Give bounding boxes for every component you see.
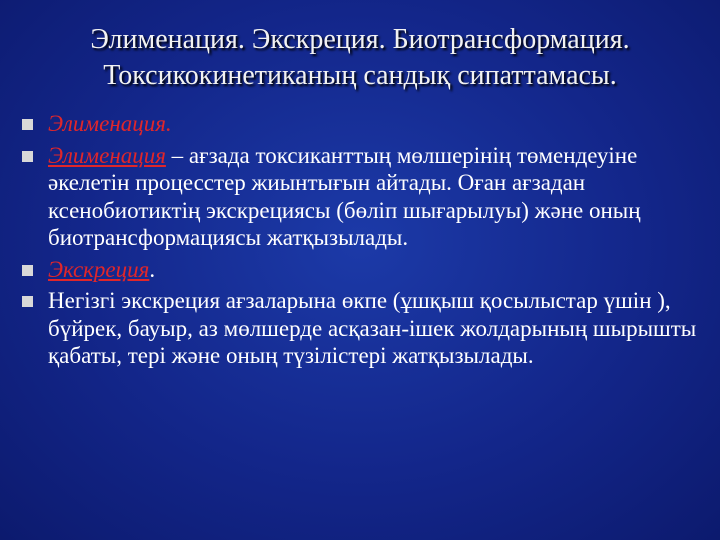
bullet-term: Элименация <box>48 142 166 168</box>
bullet-item-elimination-definition <box>22 142 712 252</box>
bullet-heading: Элименация. <box>48 111 172 136</box>
bullet-suffix: . <box>149 256 156 282</box>
bullet-list <box>22 110 712 374</box>
title-line-1: Элименация. Экскреция. Биотрансформация. <box>90 24 630 55</box>
bullet-term: Экскреция <box>48 256 150 282</box>
bullet-item-excretion <box>22 256 712 284</box>
square-bullet-icon <box>22 151 33 162</box>
slide-title <box>10 22 710 94</box>
bullet-item-elimination-heading <box>22 110 712 138</box>
title-line-2: Токсикокинетиканың сандық сипаттамасы. <box>103 60 617 91</box>
bullet-text: Негізгі экскреция ағзаларына өкпе (ұшқыш қосылыстар үшін ), бүйрек, бауыр, аз мөлшерде асқазан-ішек жолдарының шырышты қабаты, тері және оның түзілістері жатқызылады. <box>48 288 697 368</box>
bullet-item-excretion-organs <box>22 287 712 370</box>
square-bullet-icon <box>22 296 33 307</box>
bullet-text: – ағзада токсиканттың мөлшерінің төмендеуіне әкелетін процесстер жиынтығын айтады. Оған ағзадан ксенобиотиктің экскрециясы (бөліп шығарылуы) және оның биотрансформациясы жатқызылады. <box>48 142 641 250</box>
square-bullet-icon <box>22 265 33 276</box>
square-bullet-icon <box>22 119 33 130</box>
